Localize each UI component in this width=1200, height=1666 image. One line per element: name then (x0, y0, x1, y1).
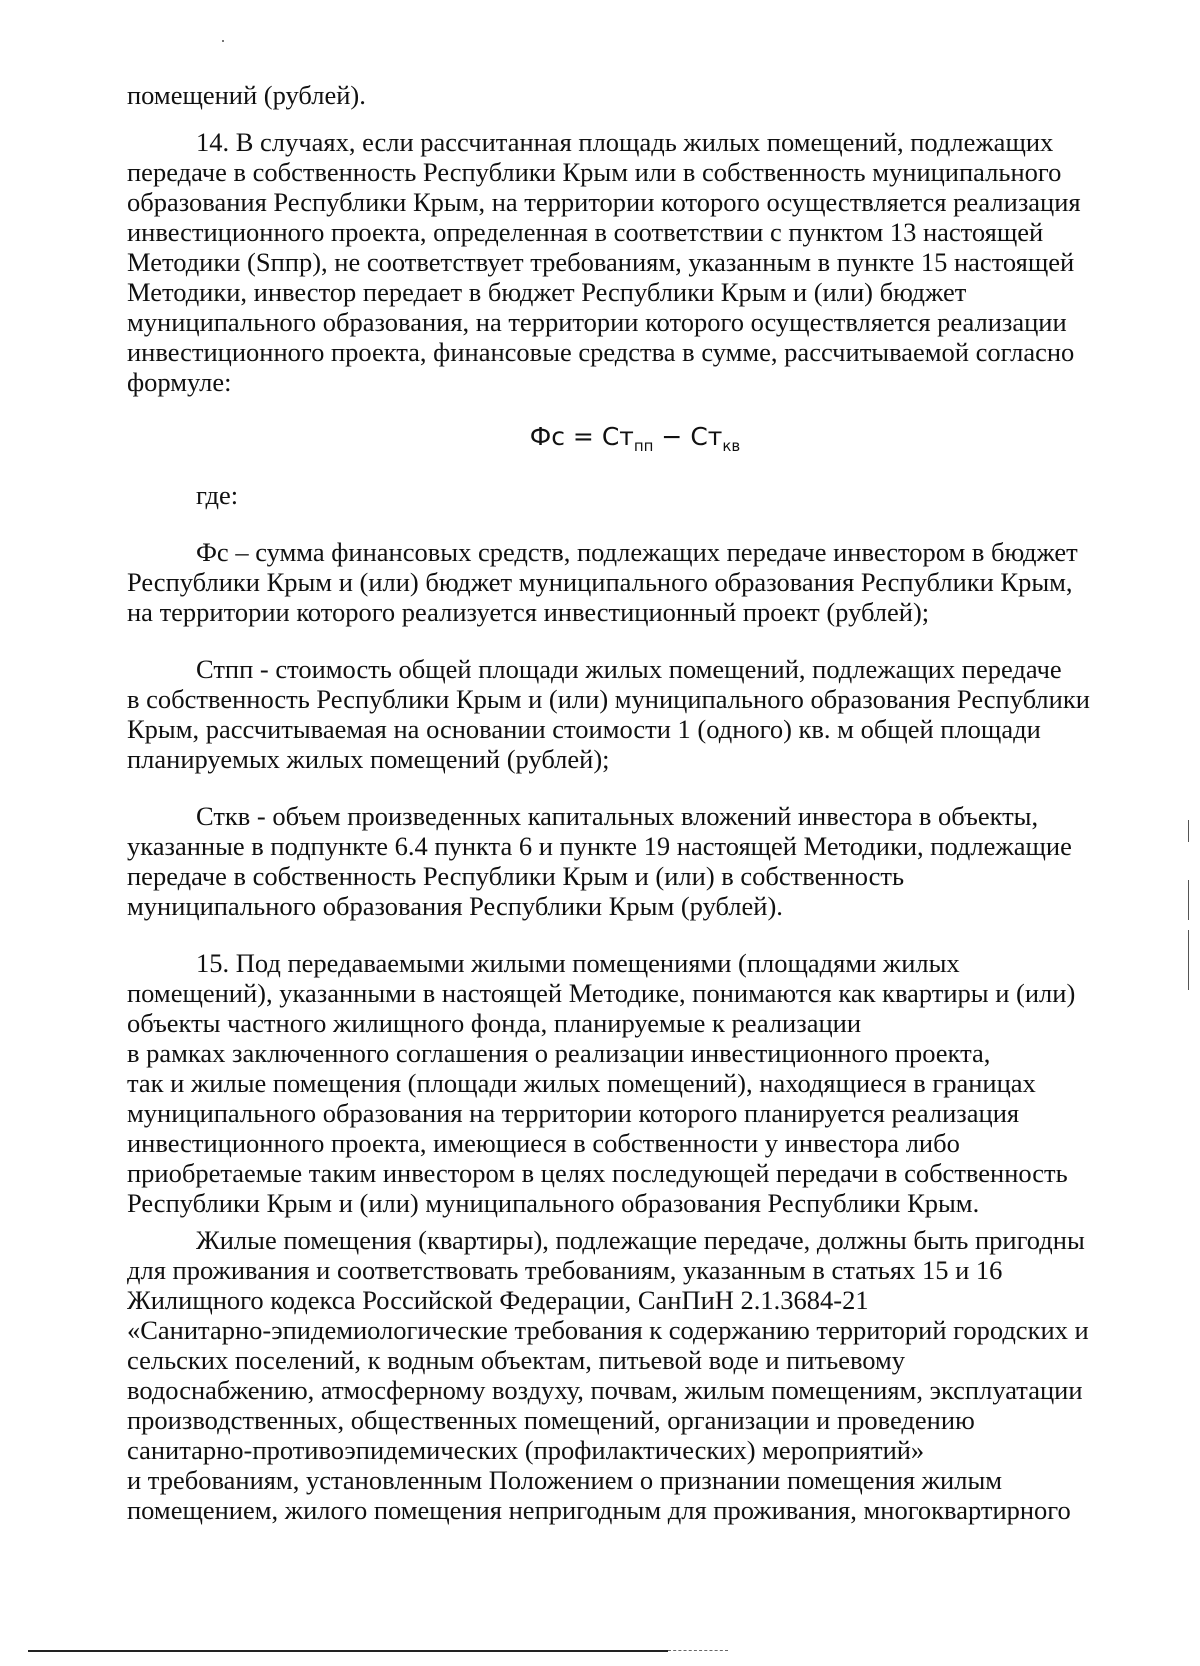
text-line: для проживания и соответствовать требованиям, указанным в статьях 15 и 16 (127, 1255, 1003, 1285)
formula-minus: − Ст (653, 422, 723, 451)
text-line: помещением, жилого помещения непригодным для проживания, многоквартирного (127, 1495, 1071, 1525)
formula (0, 421, 1200, 462)
text-line: объекты частного жилищного фонда, планируемые к реализации (127, 1008, 862, 1038)
text-line: производственных, общественных помещений, организации и проведению (127, 1405, 975, 1435)
text-line: где: (196, 480, 239, 510)
text-line: образования Республики Крым, на территории которого осуществляется реализация (127, 187, 1081, 217)
scan-edge-mark (1188, 820, 1189, 842)
text-line: Методики, инвестор передает в бюджет Республики Крым и (или) бюджет (127, 277, 967, 307)
text-line: в собственность Республики Крым и (или) муниципального образования Республики (127, 684, 1090, 714)
scan-bottom-dash (668, 1650, 728, 1651)
text-line: Методики (Sппр), не соответствует требованиям, указанным в пункте 15 настоящей (127, 247, 1075, 277)
scan-edge-mark (1188, 880, 1189, 920)
text-line: Сткв - объем произведенных капитальных вложений инвестора в объекты, (196, 801, 1039, 831)
scan-artifact (222, 40, 224, 42)
text-line: Жилищного кодекса Российской Федерации, СанПиН 2.1.3684-21 (127, 1285, 869, 1315)
text-line: так и жилые помещения (площади жилых помещений), находящиеся в границах (127, 1068, 1036, 1098)
formula-lhs: Фс = Ст (529, 422, 634, 451)
text-line: инвестиционного проекта, финансовые средства в сумме, рассчитываемой согласно (127, 337, 1075, 367)
text-line: помещений), указанными в настоящей Методике, понимаются как квартиры и (или) (127, 978, 1076, 1008)
text-line: указанные в подпункте 6.4 пункта 6 и пункте 19 настоящей Методики, подлежащие (127, 831, 1072, 861)
text-line: и требованиям, установленным Положением о признании помещения жилым (127, 1465, 1003, 1495)
text-line: Республики Крым и (или) муниципального образования Республики Крым. (127, 1188, 980, 1218)
text-line: инвестиционного проекта, имеющиеся в собственности у инвестора либо (127, 1128, 960, 1158)
text-line: 14. В случаях, если рассчитанная площадь жилых помещений, подлежащих (196, 127, 1054, 157)
text-line: муниципального образования, на территории которого осуществляется реализации (127, 307, 1067, 337)
text-line: Республики Крым и (или) бюджет муниципального образования Республики Крым, (127, 567, 1073, 597)
formula-sub-kv: кв (722, 437, 741, 455)
text-line: планируемых жилых помещений (рублей); (127, 744, 610, 774)
text-line: санитарно-противоэпидемических (профилактических) мероприятий» (127, 1435, 925, 1465)
text-line: 15. Под передаваемыми жилыми помещениями (площадями жилых (196, 948, 960, 978)
text-line: муниципального образования Республики Крым (рублей). (127, 891, 783, 921)
scan-bottom-line (28, 1650, 668, 1652)
text-line: инвестиционного проекта, определенная в соответствии с пунктом 13 настоящей (127, 217, 1044, 247)
text-line: формуле: (127, 367, 232, 397)
text-line: помещений (рублей). (127, 80, 366, 110)
text-line: на территории которого реализуется инвестиционный проект (рублей); (127, 597, 930, 627)
text-line: передаче в собственность Республики Крым или в собственность муниципального (127, 157, 1062, 187)
text-line: водоснабжению, атмосферному воздуху, почвам, жилым помещениям, эксплуатации (127, 1375, 1083, 1405)
text-line: муниципального образования на территории которого планируется реализация (127, 1098, 1020, 1128)
text-line: Крым, рассчитываемая на основании стоимости 1 (одного) кв. м общей площади (127, 714, 1041, 744)
text-line: Фс – сумма финансовых средств, подлежащих передаче инвестором в бюджет (196, 537, 1078, 567)
formula-sub-pp: пп (633, 437, 654, 455)
text-line: приобретаемые таким инвестором в целях последующей передачи в собственность (127, 1158, 1068, 1188)
text-line: в рамках заключенного соглашения о реализации инвестиционного проекта, (127, 1038, 991, 1068)
text-line: Жилые помещения (квартиры), подлежащие передаче, должны быть пригодны (196, 1225, 1085, 1255)
text-line: сельских поселений, к водным объектам, питьевой воде и питьевому (127, 1345, 906, 1375)
text-line: «Санитарно-эпидемиологические требования к содержанию территорий городских и (127, 1315, 1089, 1345)
text-line: передаче в собственность Республики Крым и (или) в собственность (127, 861, 905, 891)
scan-edge-mark (1188, 930, 1189, 990)
text-line: Стпп - стоимость общей площади жилых помещений, подлежащих передаче (196, 654, 1062, 684)
